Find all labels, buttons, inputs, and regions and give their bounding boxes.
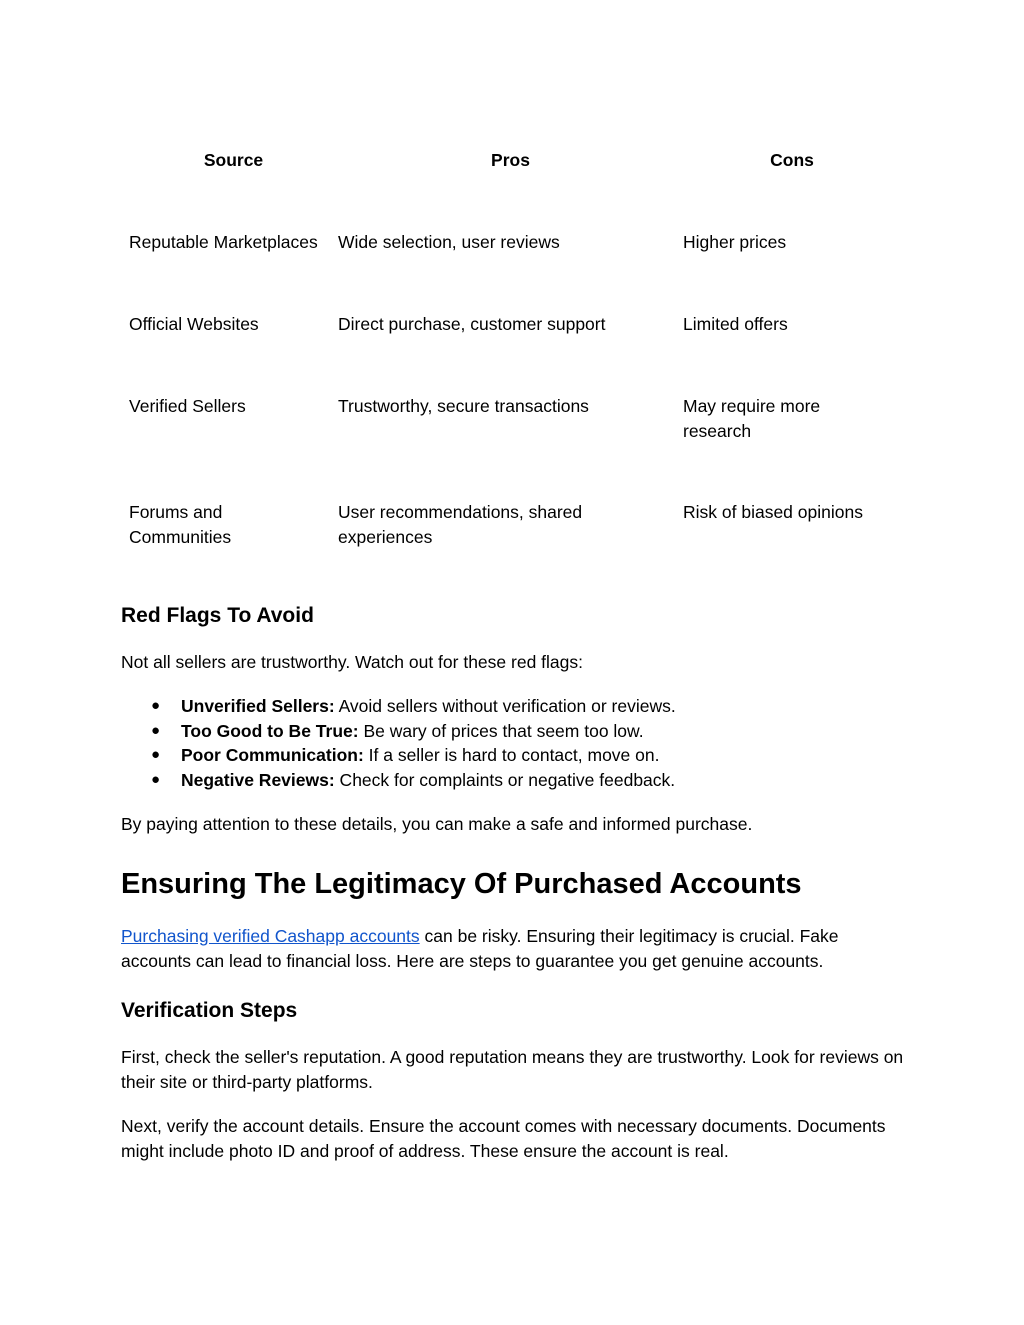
- cell-pros: Direct purchase, customer support: [338, 314, 606, 334]
- list-item: [121, 743, 676, 768]
- table-row: [121, 386, 901, 492]
- header-cons: Cons: [770, 150, 814, 170]
- cell-cons: Risk of biased opinions: [683, 502, 863, 522]
- verification-paragraph-1: First, check the seller's reputation. A good reputation means they are trustworthy. Look for reviews on their site or third-party platforms.: [121, 1047, 904, 1092]
- verification-heading: Verification Steps: [121, 999, 298, 1022]
- cell-pros: Wide selection, user reviews: [338, 232, 560, 252]
- legitimacy-paragraph: [121, 924, 911, 973]
- cell-source: Official Websites: [129, 314, 259, 334]
- header-source: Source: [203, 150, 264, 170]
- flag-label: Too Good to Be True:: [181, 720, 359, 741]
- red-flags-intro: Not all sellers are trustworthy. Watch out for these red flags:: [121, 652, 583, 672]
- cell-cons: Higher prices: [683, 232, 787, 252]
- verification-paragraph-2: Next, verify the account details. Ensure the account comes with necessary documents. Documents might include photo ID and proof of address. These ensure the account is real.: [121, 1116, 886, 1161]
- flag-text: Check for complaints or negative feedback.: [334, 769, 676, 790]
- red-flags-list: [121, 694, 676, 792]
- bullet-icon: ●: [151, 746, 161, 763]
- flag-text: If a seller is hard to contact, move on.: [363, 745, 660, 765]
- cell-cons: Limited offers: [683, 314, 788, 334]
- cell-source: Forums and Communities: [129, 502, 232, 547]
- cell-pros: User recommendations, shared experiences: [338, 502, 583, 547]
- bullet-icon: ●: [151, 697, 161, 714]
- red-flags-outro: By paying attention to these details, you can make a safe and informed purchase.: [121, 814, 753, 834]
- legitimacy-heading: Ensuring The Legitimacy Of Purchased Accounts: [121, 868, 802, 900]
- flag-text: Avoid sellers without verification or reviews.: [334, 696, 676, 716]
- table-row: [121, 222, 901, 304]
- table-header-row: [121, 140, 901, 222]
- table-row: [121, 304, 901, 386]
- bullet-icon: ●: [151, 721, 161, 739]
- cell-source: Reputable Marketplaces: [129, 232, 318, 252]
- flag-label: Negative Reviews:: [181, 769, 335, 790]
- cell-cons: May require more research: [683, 396, 821, 441]
- sources-table: [121, 140, 901, 552]
- list-item: [121, 768, 676, 793]
- cashapp-accounts-link[interactable]: Purchasing verified Cashapp accounts: [121, 926, 420, 946]
- flag-label: Poor Communication:: [181, 745, 364, 765]
- bullet-icon: ●: [151, 770, 161, 788]
- red-flags-heading: Red Flags To Avoid: [121, 604, 314, 627]
- list-item: [121, 694, 676, 719]
- flag-text: Be wary of prices that seem too low.: [358, 720, 644, 741]
- list-item: [121, 719, 676, 744]
- table-row: [121, 492, 901, 552]
- header-pros: Pros: [491, 150, 530, 170]
- cell-source: Verified Sellers: [129, 396, 246, 416]
- cell-pros: Trustworthy, secure transactions: [338, 396, 589, 416]
- legitimacy-text: can be risky. Ensuring their legitimacy is crucial. Fake accounts can lead to financial loss. Here are steps to guarantee you get genuine accounts.: [121, 926, 839, 971]
- flag-label: Unverified Sellers:: [181, 696, 335, 716]
